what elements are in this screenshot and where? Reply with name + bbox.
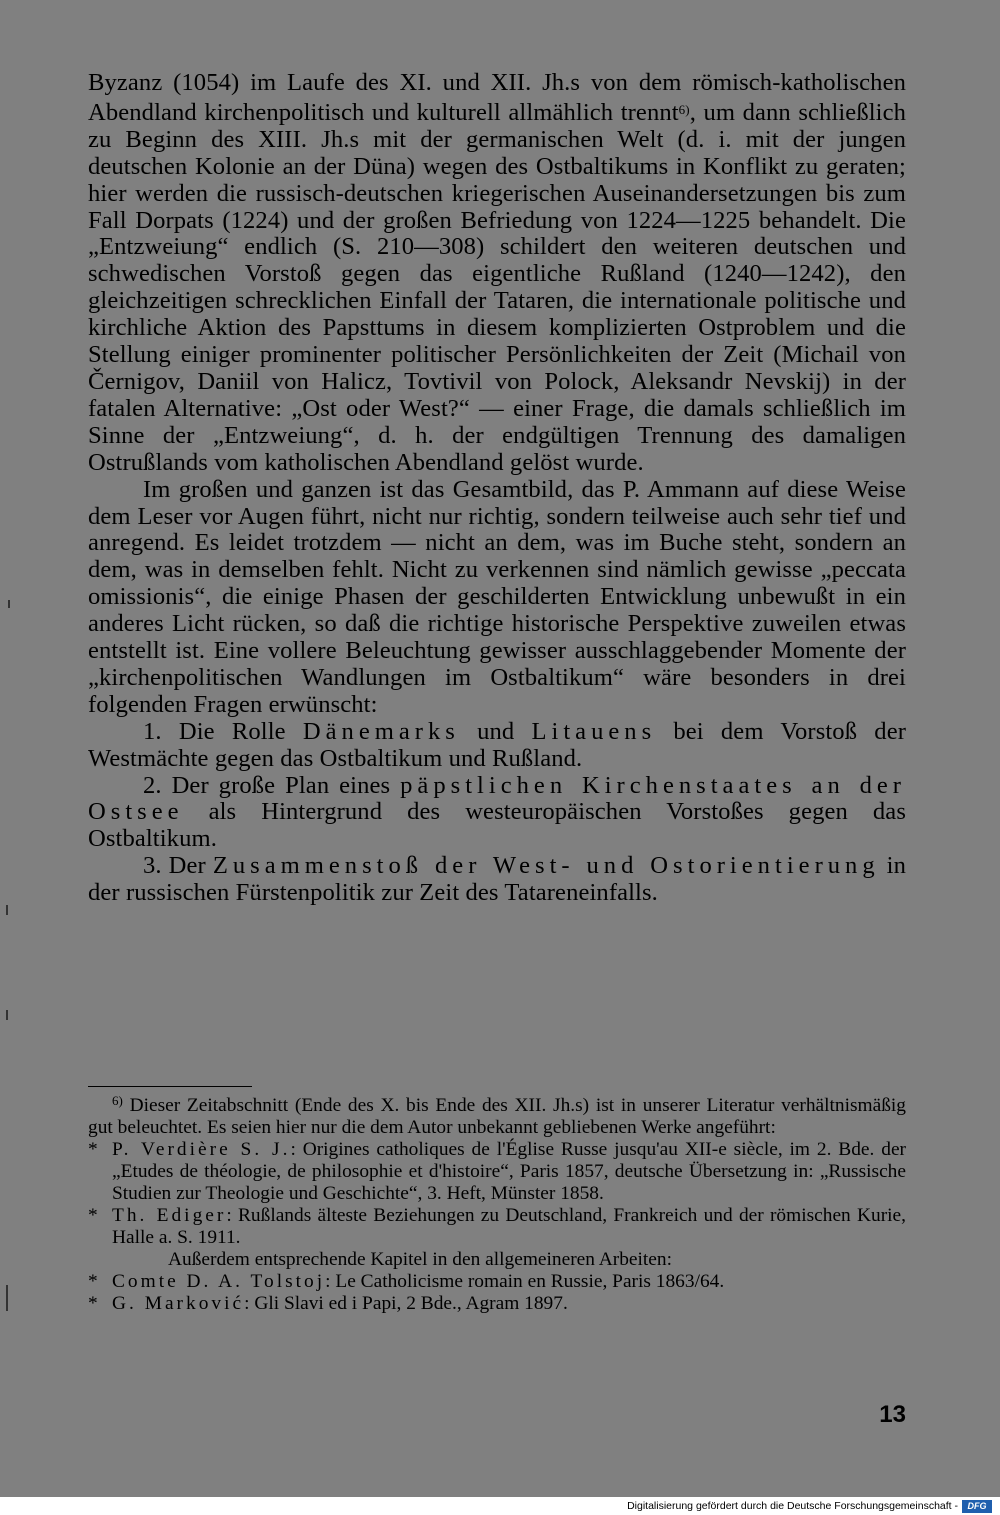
- footnote-entry: [88, 1293, 906, 1315]
- page-number: 13: [879, 1401, 906, 1428]
- body-text: [88, 70, 906, 907]
- footnote-entry: [88, 1205, 906, 1249]
- footnote-intro-text: Dieser Zeitabschnitt (Ende des X. bis Ende des XII. Jh.s) ist in unserer Literatur verhältnismäßig gut beleuchtet. Es seien hier nur die dem Autor unbekannt gebliebenen Werke angeführt:: [88, 1095, 906, 1138]
- question-3-spaced: Zusammenstoß der West- und Ostorientierung: [212, 852, 880, 880]
- paragraph-1-text: Byzanz (1054) im Laufe des XI. und XII. Jh.s von dem römisch-katholischen Abendland kirchenpolitisch und kulturell allmählich trennt: [88, 69, 906, 126]
- footnote-text: : Gli Slavi ed i Papi, 2 Bde., Agram 1897.: [244, 1293, 568, 1314]
- footnote-text: : Le Catholicisme romain en Russie, Paris 1863/64.: [325, 1271, 725, 1292]
- footnotes: [88, 1090, 906, 1315]
- question-3: [88, 853, 906, 907]
- question-2-text-a: 2. Der große Plan eines: [143, 771, 401, 799]
- scan-edge-mark: [6, 1010, 8, 1020]
- paragraph-1-rest: , um dann schließlich zu Beginn des XIII. Jh.s mit der germanischen Welt (d. i. mit der jungen deutschen Kolonie an der Düna) wegen des Ostbaltikums in Konflikt zu geraten; hier werden die russisch-deutschen kriegerischen Auseinandersetzungen bis zum Fall Dorpats (1224) und der großen Befriedung von 1224—1225 behandelt. Die „Entzweiung“ endlich (S. 210—308) schildert den weiteren deutschen und schwedischen Vorstoß gegen das eigentliche Rußland (1240—1242), den gleichzeitigen schrecklichen Einfall der Tataren, die internationale politische und kirchliche Aktion des Papsttums in diesem komplizierten Ostproblem und die Stellung einiger prominenter politischer Persönlichkeiten der Zeit (Michail von Černigov, Daniil von Halicz, Tovtivil von Polock, Aleksandr Nevskij) in der fatalen Alternative: „Ost oder West?“ — einer Frage, die damals schließlich im Sinne der „Entzweiung“, d. h. der endgültigen Trennung des damaligen Ostrußlands vom katholischen Abendland gelöst wurde.: [88, 98, 906, 476]
- footnote-text: : Origines catholiques de l'Église Russe jusqu'au XII-e siècle, im 2. Bde. der „Etudes de théologie, de philosophie et d'histoire“, Paris 1857, deutsche Übersetzung in: „Russische Studien zur Theologie und Geschichte“, 3. Heft, Münster 1858.: [112, 1139, 907, 1204]
- footnote-general-works: Außerdem entsprechende Kapitel in den allgemeineren Arbeiten:: [168, 1249, 672, 1270]
- question-2-spaced: päpstlichen Kirchenstaates an der Ostsee: [88, 771, 906, 826]
- question-1-text-b: und: [459, 717, 532, 745]
- question-1: [88, 719, 906, 773]
- footnote-author: Th. Ediger: [112, 1205, 227, 1226]
- question-1-text-a: 1. Die Rolle: [143, 717, 303, 745]
- bullet-icon: *: [88, 1293, 98, 1314]
- question-1-spaced-1: Dänemarks: [302, 717, 460, 745]
- paragraph-1: [88, 70, 906, 477]
- bullet-icon: *: [88, 1205, 98, 1226]
- footnote-entry: [88, 1271, 906, 1293]
- footnote-ref: 6): [678, 101, 690, 117]
- dfg-logo-icon[interactable]: DFG: [962, 1500, 992, 1513]
- question-1-spaced-2: Litauens: [531, 717, 657, 745]
- question-3-text-b: in der russischen Fürstenpolitik zur Zeit des Tatareneinfalls.: [88, 852, 906, 907]
- footnote-divider: [88, 1086, 252, 1087]
- footnote-author: P. Verdière S. J.: [112, 1139, 291, 1160]
- footnote-author: Comte D. A. Tolstoj: [112, 1271, 326, 1292]
- footnote-text: : Rußlands älteste Beziehungen zu Deutschland, Frankreich und der römischen Kurie, Halle a. S. 1911.: [112, 1205, 906, 1248]
- scan-edge-mark: [6, 905, 8, 915]
- footnote-author: G. Marković: [112, 1293, 245, 1314]
- footnote-entry: [88, 1139, 906, 1205]
- scan-edge-mark: [6, 1285, 8, 1311]
- question-2: [88, 773, 906, 854]
- question-3-text-a: 3. Der: [143, 852, 213, 880]
- bullet-icon: *: [88, 1139, 98, 1160]
- footnote-marker: 6): [112, 1093, 123, 1108]
- footnote-intro: [88, 1090, 906, 1139]
- question-1-text-c: bei dem Vorstoß der Westmächte gegen das Ostbaltikum und Rußland.: [88, 717, 907, 772]
- digitization-caption: Digitalisierung gefördert durch die Deutsche Forschungsgemeinschaft -: [627, 1500, 958, 1512]
- question-2-text-b: als Hintergrund des westeuropäischen Vorstoßes gegen das Ostbaltikum.: [88, 798, 906, 853]
- scan-edge-mark: [8, 600, 10, 608]
- bullet-icon: *: [88, 1271, 98, 1292]
- paragraph-2: Im großen und ganzen ist das Gesamtbild, das P. Ammann auf diese Weise dem Leser vor Augen führt, nicht nur richtig, sondern teilweise auch sehr tief und anregend. Es leidet trotzdem — nicht an dem, was im Buche steht, sondern an dem, was in demselben fehlt. Nicht zu verkennen sind nämlich gewisse „peccata omissionis“, die einige Phasen der geschilderten Entwicklung unbewußt in ein anderes Licht rücken, so daß die richtige historische Perspektive zuweilen etwas entstellt ist. Eine vollere Beleuchtung gewisser ausschlaggebender Momente der „kirchenpolitischen Wandlungen im Ostbaltikum“ wäre besonders in drei folgenden Fragen erwünscht:: [88, 475, 906, 718]
